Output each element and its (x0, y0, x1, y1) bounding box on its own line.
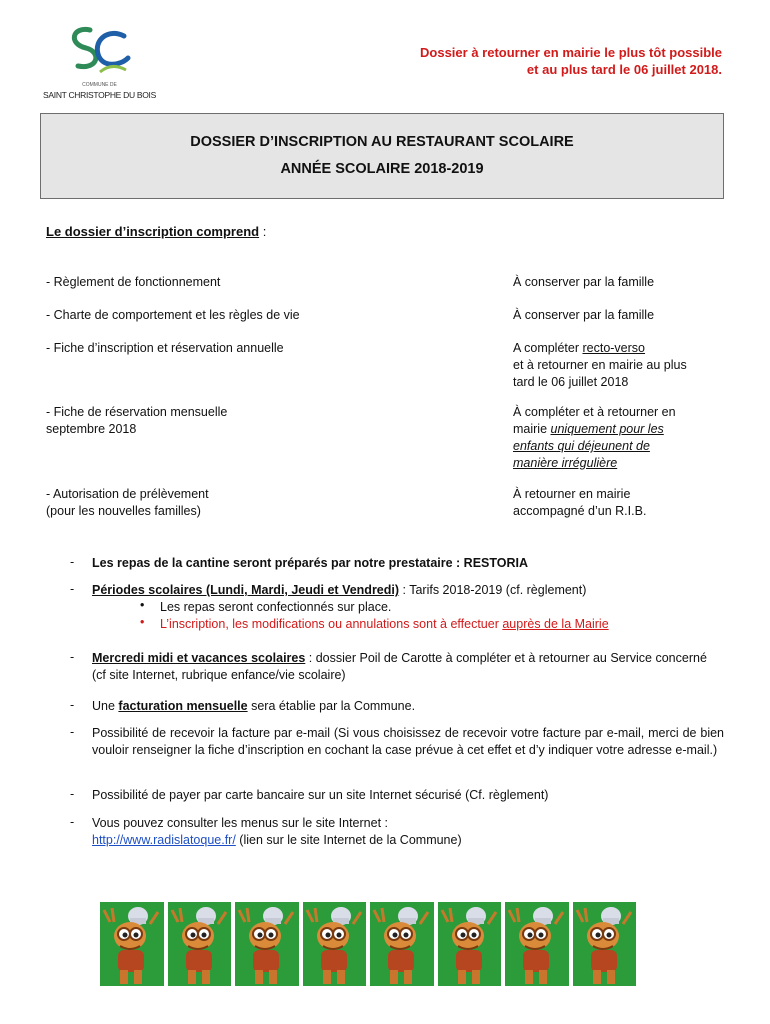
doc-action-part: À compléter et à retourner en (513, 405, 676, 419)
doc-name-charte: - Charte de comportement et les règles de vie (46, 308, 300, 322)
menus-link-note: (lien sur le site Internet de la Commune) (235, 833, 462, 847)
doc-name-part: septembre 2018 (46, 422, 137, 436)
doc-action-part: tard le 06 juillet 2018 (513, 375, 629, 389)
sub-bullet-dot: • (140, 598, 145, 612)
doc-action-reglement: À conserver par la famille (513, 275, 655, 289)
mascot-image (505, 902, 569, 986)
title-box (40, 113, 724, 199)
mascot-image (168, 902, 232, 986)
intro-label: Le dossier d’inscription comprend (46, 224, 260, 239)
doc-action-part: mairie (513, 422, 551, 436)
doc-action-part: A compléter (513, 341, 583, 355)
emphasis-text: uniquement pour les (550, 422, 664, 436)
periodes-rest: : Tarifs 2018-2019 (cf. règlement) (399, 583, 587, 597)
sub-bullet-sur-place: Les repas seront confectionnés sur place. (160, 600, 392, 614)
logo-commune-name: SAINT CHRISTOPHE DU BOIS (43, 90, 156, 100)
doc-name-autorisation (46, 486, 209, 520)
mascot-strip (100, 902, 636, 986)
dossier-intro (46, 224, 266, 239)
inscription-text: L’inscription, les modifications ou annulations sont à effectuer (160, 617, 503, 631)
doc-action-fiche-mensuelle (513, 404, 723, 472)
bullet-restoria: Les repas de la cantine seront préparés par notre prestataire : RESTORIA (92, 556, 529, 570)
mercredi-rest: : dossier Poil de Carotte à compléter et à retourner au Service concerné (305, 651, 707, 665)
bullet-dash: - (70, 555, 75, 569)
aupres-mairie-text: auprès de la Mairie (502, 617, 609, 631)
mercredi-line-2: (cf site Internet, rubrique enfance/vie scolaire) (92, 668, 346, 682)
bullet-menus (92, 815, 724, 849)
bullet-facturation (92, 698, 724, 715)
facturation-label: facturation mensuelle (118, 699, 248, 713)
doc-name-reglement: - Règlement de fonctionnement (46, 275, 221, 289)
doc-action-charte: À conserver par la famille (513, 308, 655, 322)
bullet-dash: - (70, 650, 75, 664)
bullet-email-invoice: Possibilité de recevoir la facture par e-mail (Si vous choisissez de recevoir votre facture par e-mail, merci de bien vouloir renseigner la fiche d’inscription en cochant la case prévue à cet effet et d’y indiquer votre adresse e-mail.) (92, 726, 724, 757)
bullet-mercredi (92, 650, 724, 684)
deadline-notice (420, 44, 722, 78)
bullet-dash: - (70, 582, 75, 596)
bullet-dash: - (70, 815, 75, 829)
emphasis-text: enfants qui déjeunent de (513, 439, 650, 453)
doc-action-part: et à retourner en mairie au plus (513, 358, 687, 372)
mascot-image (438, 902, 502, 986)
commune-logo (42, 22, 157, 102)
bullet-dash: - (70, 698, 75, 712)
emphasis-text: manière irrégulière (513, 456, 618, 470)
page-title: DOSSIER D’INSCRIPTION AU RESTAURANT SCOLAIRE (190, 134, 574, 150)
menus-link[interactable]: http://www.radislatoque.fr/ (92, 833, 236, 847)
doc-name-fiche-mensuelle (46, 404, 227, 438)
intro-suffix: : (259, 224, 267, 239)
mascot-image (370, 902, 434, 986)
sub-bullet-inscription (160, 616, 609, 633)
logo-small-text: COMMUNE DE (82, 82, 117, 88)
doc-name-part: - Fiche de réservation mensuelle (46, 405, 228, 419)
bullet-periodes (92, 582, 724, 599)
facturation-c: sera établie par la Commune. (247, 699, 416, 713)
periodes-label: Périodes scolaires (Lundi, Mardi, Jeudi et Vendredi) (92, 583, 400, 597)
menus-line-1: Vous pouvez consulter les menus sur le site Internet : (92, 816, 388, 830)
doc-name-fiche-inscription: - Fiche d’inscription et réservation annuelle (46, 341, 284, 355)
doc-action-autorisation (513, 486, 723, 520)
doc-name-part: - Autorisation de prélèvement (46, 487, 209, 501)
doc-action-part: accompagné d’un R.I.B. (513, 504, 647, 518)
doc-action-part: À retourner en mairie (513, 487, 631, 501)
mercredi-label: Mercredi midi et vacances scolaires (92, 651, 306, 665)
sub-bullet-dot: • (140, 615, 145, 629)
recto-verso-text: recto-verso (582, 341, 646, 355)
doc-name-part: (pour les nouvelles familles) (46, 504, 201, 518)
mascot-image (235, 902, 299, 986)
bullet-dash: - (70, 725, 75, 739)
mascot-image (573, 902, 637, 986)
mascot-image (100, 902, 164, 986)
school-year-title: ANNÉE SCOLAIRE 2018-2019 (280, 161, 484, 177)
bullet-carte-bancaire: Possibilité de payer par carte bancaire sur un site Internet sécurisé (Cf. règlement) (92, 788, 549, 802)
doc-action-fiche-inscription (513, 340, 723, 391)
deadline-line-1: Dossier à retourner en mairie le plus tôt possible (420, 45, 722, 60)
bullet-dash: - (70, 787, 75, 801)
facturation-a: Une (92, 699, 119, 713)
deadline-line-2: et au plus tard le 06 juillet 2018. (526, 62, 722, 77)
mascot-image (303, 902, 367, 986)
